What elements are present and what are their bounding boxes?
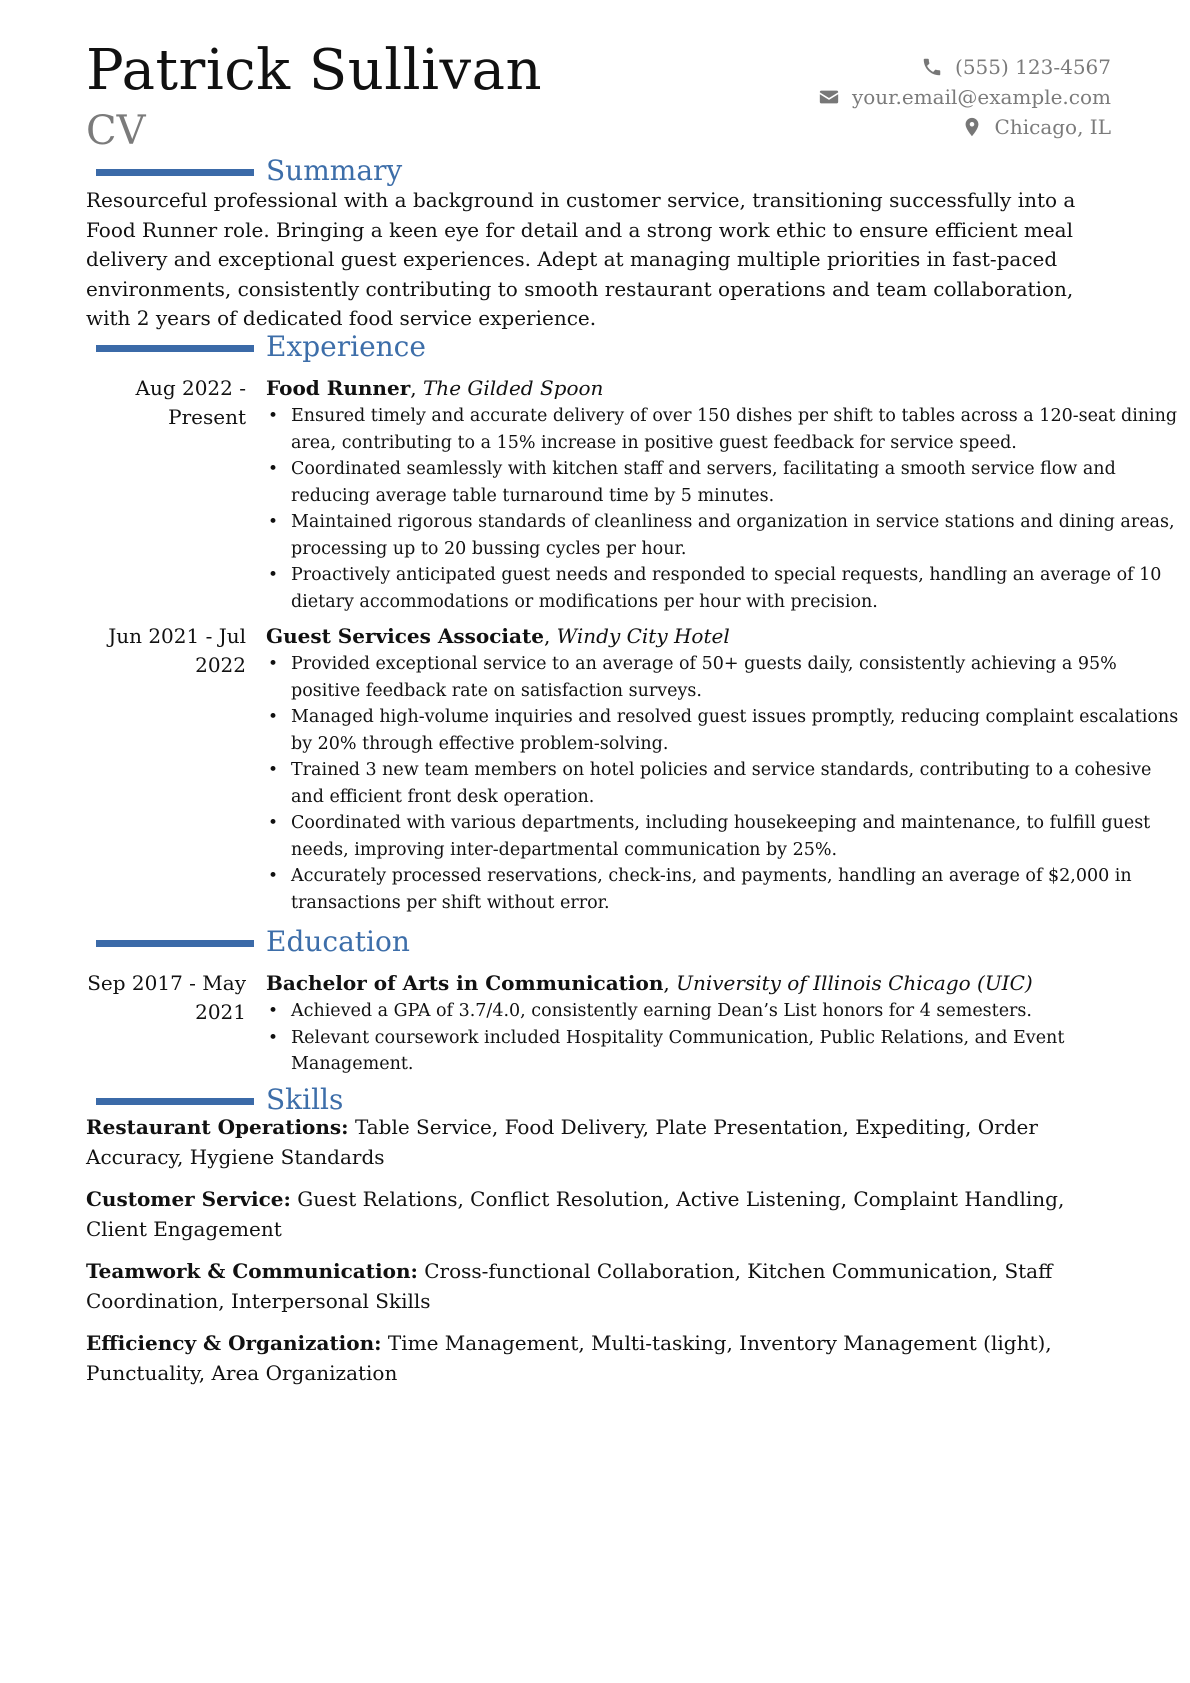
document-subtitle: CV — [86, 108, 146, 154]
entry-date — [86, 969, 246, 1027]
entry-institution: University of Illinois Chicago (UIC) — [676, 971, 1033, 995]
date-start: Sep 2017 - May — [87, 971, 246, 995]
section-accent-bar — [96, 345, 254, 352]
date-end: 2022 — [195, 653, 246, 677]
skill-items: Guest Relations, Conflict Resolution, Active Listening, Complaint Handling, Client Engagement — [86, 1187, 1065, 1241]
envelope-icon — [818, 86, 840, 108]
skill-category: Restaurant Operations: — [86, 1115, 349, 1139]
skill-category: Teamwork & Communication: — [86, 1259, 418, 1283]
map-pin-icon — [961, 116, 983, 138]
contact-email — [818, 82, 1111, 112]
section-heading-experience — [96, 332, 1096, 366]
date-start: Jun 2021 - Jul — [108, 624, 246, 648]
section-title: Skills — [266, 1083, 344, 1116]
bullet-item: • Provided exceptional service to an average of 50+ guests daily, consistently achieving a 95% positive feedback rate on satisfaction surveys. — [291, 651, 1186, 704]
skill-group — [86, 1329, 1116, 1388]
location-text: Chicago, IL — [994, 115, 1111, 139]
section-accent-bar — [96, 1098, 254, 1105]
entry-heading: Bachelor of Arts in Communication, University of Illinois Chicago (UIC) — [266, 971, 1033, 995]
bullet-item: • Managed high-volume inquiries and resolved guest issues promptly, reducing complaint escalations by 20% through effective problem-solving. — [291, 704, 1186, 757]
candidate-name: Patrick Sullivan — [86, 38, 543, 103]
skill-group — [86, 1257, 1116, 1316]
bullet-list — [266, 651, 1186, 916]
skill-category: Efficiency & Organization: — [86, 1331, 382, 1355]
phone-icon — [921, 56, 943, 78]
bullet-item: • Trained 3 new team members on hotel policies and service standards, contributing to a cohesive and efficient front desk operation. — [291, 757, 1186, 810]
entry-body — [266, 374, 1186, 615]
entry-role: Guest Services Associate — [266, 624, 544, 648]
skill-group — [86, 1185, 1116, 1244]
bullet-item: • Proactively anticipated guest needs and responded to special requests, handling an average of 10 dietary accommodations or modifications per hour with precision. — [291, 562, 1186, 615]
entry-heading: Guest Services Associate, Windy City Hotel — [266, 624, 730, 648]
skill-items: Cross-functional Collaboration, Kitchen Communication, Staff Coordination, Interpersonal Skills — [86, 1259, 1053, 1313]
bullet-item: • Achieved a GPA of 3.7/4.0, consistently earning Dean’s List honors for 4 semesters. — [291, 998, 1186, 1025]
skill-items: Time Management, Multi-tasking, Inventory Management (light), Punctuality, Area Organization — [86, 1331, 1052, 1385]
bullet-list — [266, 403, 1186, 615]
date-end: 2021 — [195, 1000, 246, 1024]
entry-date — [86, 374, 246, 432]
contact-phone — [818, 52, 1111, 82]
entry-heading: Food Runner, The Gilded Spoon — [266, 376, 604, 400]
skill-group — [86, 1113, 1116, 1172]
entry-date — [86, 622, 246, 680]
entry-organization: The Gilded Spoon — [422, 376, 604, 400]
section-heading-education — [96, 927, 1096, 961]
section-accent-bar — [96, 169, 254, 176]
section-title: Summary — [266, 154, 403, 187]
date-start: Aug 2022 - — [135, 376, 246, 400]
entry-body — [266, 969, 1186, 1078]
bullet-item: • Relevant coursework included Hospitality Communication, Public Relations, and Event Management. — [291, 1025, 1186, 1078]
skills-list — [86, 1113, 1116, 1401]
bullet-item: • Accurately processed reservations, check-ins, and payments, handling an average of $2,000 in transactions per shift without error. — [291, 863, 1186, 916]
section-heading-summary — [96, 156, 1096, 190]
skill-items: Table Service, Food Delivery, Plate Presentation, Expediting, Order Accuracy, Hygiene Standards — [86, 1115, 1038, 1169]
email-link[interactable]: your.email@example.com — [851, 85, 1111, 109]
bullet-list — [266, 998, 1186, 1078]
section-accent-bar — [96, 940, 254, 947]
entry-role: Food Runner — [266, 376, 411, 400]
entry-organization: Windy City Hotel — [556, 624, 730, 648]
bullet-item: • Ensured timely and accurate delivery of over 150 dishes per shift to tables across a 120-seat dining area, contributing to a 15% increase in positive guest feedback for service speed. — [291, 403, 1186, 456]
bullet-item: • Coordinated with various departments, including housekeeping and maintenance, to fulfill guest needs, improving inter-departmental communication by 25%. — [291, 810, 1186, 863]
skill-category: Customer Service: — [86, 1187, 291, 1211]
bullet-item: • Coordinated seamlessly with kitchen staff and servers, facilitating a smooth service flow and reducing average table turnaround time by 5 minutes. — [291, 456, 1186, 509]
contact-block — [818, 52, 1111, 142]
bullet-item: • Maintained rigorous standards of cleanliness and organization in service stations and dining areas, processing up to 20 bussing cycles per hour. — [291, 509, 1186, 562]
date-end: Present — [168, 405, 246, 429]
phone-number: (555) 123-4567 — [955, 55, 1111, 79]
section-title: Experience — [266, 330, 426, 363]
entry-body — [266, 622, 1186, 916]
entry-degree: Bachelor of Arts in Communication — [266, 971, 664, 995]
section-title: Education — [266, 925, 410, 958]
summary-text: Resourceful professional with a background in customer service, transitioning successfully into a Food Runner role. Bringing a keen eye for detail and a strong work ethic to ensure efficient meal delivery and exceptional guest experiences. Adept at managing multiple priorities in fast-paced environments, consistently contributing to smooth restaurant operations and team collaboration, with 2 years of dedicated food service experience. — [86, 188, 1076, 330]
contact-location — [818, 112, 1111, 142]
